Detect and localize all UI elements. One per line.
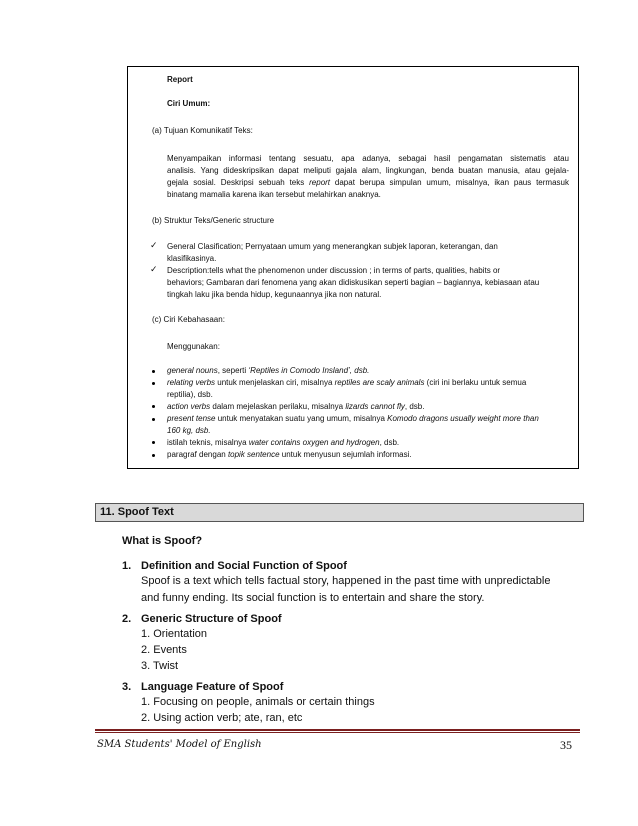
item-3-line-1: 1. Focusing on people, animals or certain things bbox=[141, 696, 375, 708]
question-heading: What is Spoof? bbox=[122, 535, 203, 547]
section-a-line-4: binatang mamalia karena ikan tersebut melahirkan anaknya. bbox=[167, 190, 381, 199]
structure-item-2-line-1: Description:tells what the phenomenon under discussion ; in terms of parts, qualities, habits or bbox=[167, 266, 501, 275]
section-a-line-3: gejala sosial. Deskripsi sebuah teks report dapat berupa simpulan umum, misalnya, ikan paus termasuk bbox=[167, 178, 569, 187]
bullet-icon bbox=[152, 370, 155, 373]
item-1-line-2: and funny ending. Its social function is to entertain and share the story. bbox=[141, 592, 485, 604]
structure-item-1-line-1: General Clasification; Pernyataan umum yang menerangkan subjek laporan, keterangan, dan bbox=[167, 242, 498, 251]
section-heading-bar bbox=[95, 503, 584, 522]
item-2-line-2: 2. Events bbox=[141, 644, 187, 656]
section-a-label: (a) Tujuan Komunikatif Teks: bbox=[152, 126, 253, 135]
menggunakan-label: Menggunakan: bbox=[167, 342, 220, 351]
bullet-icon bbox=[152, 405, 155, 408]
bullet-icon bbox=[152, 382, 155, 385]
item-3-title: Language Feature of Spoof bbox=[141, 681, 284, 693]
bullet-5: istilah teknis, misalnya water contains oxygen and hydrogen, dsb. bbox=[167, 438, 400, 447]
report-title: Report bbox=[167, 75, 193, 84]
checkmark-icon: ✓ bbox=[150, 240, 158, 250]
section-b-label: (b) Struktur Teks/Generic structure bbox=[152, 216, 275, 225]
item-1-line-1: Spoof is a text which tells factual story, happened in the past time with unpredictable bbox=[141, 575, 551, 587]
section-a-line-1: Menyampaikan informasi tentang sesuatu, apa adanya, sebagai hasil pengamatan sistematis atau bbox=[167, 154, 569, 163]
bullet-3: action verbs dalam mejelaskan perilaku, misalnya lizards cannot fly, dsb. bbox=[167, 402, 425, 411]
item-2-line-1: 1. Orientation bbox=[141, 628, 208, 640]
bullet-4: present tense untuk menyatakan suatu yang umum, misalnya Komodo dragons usually weight more than bbox=[167, 414, 539, 423]
bullet-2: relating verbs untuk menjelaskan ciri, misalnya reptiles are scaly animals (ciri ini berlaku untuk semua bbox=[167, 378, 527, 387]
item-1-number: 1. bbox=[122, 560, 132, 572]
item-2-number: 2. bbox=[122, 613, 132, 625]
item-1-title: Definition and Social Function of Spoof bbox=[141, 560, 347, 572]
item-2-title: Generic Structure of Spoof bbox=[141, 613, 282, 625]
section-c-label: (c) Ciri Kebahasaan: bbox=[152, 315, 225, 324]
ciri-umum-heading: Ciri Umum: bbox=[167, 99, 211, 108]
footer-rule-thin bbox=[95, 732, 580, 733]
section-a-line-2: analisis. Yang dideskripsikan dapat meliputi gajala alam, lingkungan, benda buatan manusia, atau gejala- bbox=[167, 166, 569, 175]
bullet-2-cont: reptilia), dsb. bbox=[167, 390, 213, 399]
page-number: 35 bbox=[560, 738, 572, 752]
item-2-line-3: 3. Twist bbox=[141, 660, 179, 672]
item-3-line-2: 2. Using action verb; ate, ran, etc bbox=[141, 712, 303, 724]
bullet-4-cont: 160 kg, dsb. bbox=[167, 426, 211, 435]
structure-item-1-line-2: klasifikasinya. bbox=[167, 254, 217, 263]
structure-item-2-line-2: behaviors; Gambaran dari fenomena yang akan didiskusikan seperti bagian – bagiannya, kebiasaan atau bbox=[167, 278, 540, 287]
section-heading: 11. Spoof Text bbox=[100, 506, 174, 518]
structure-item-2-line-3: tingkah laku jika benda hidup, kegunaannya jika non natural. bbox=[167, 290, 382, 299]
bullet-icon bbox=[152, 418, 155, 421]
footer-rule bbox=[95, 729, 580, 731]
item-3-number: 3. bbox=[122, 681, 132, 693]
bullet-6: paragraf dengan topik sentence untuk menyusun sejumlah informasi. bbox=[167, 450, 412, 459]
bullet-1: general nouns, seperti ‘Reptiles in Comodo Insland’, dsb. bbox=[167, 366, 370, 375]
checkmark-icon: ✓ bbox=[150, 264, 158, 274]
footer-title: SMA Students' Model of English bbox=[97, 739, 262, 750]
bullet-icon bbox=[152, 441, 155, 444]
bullet-icon bbox=[152, 454, 155, 457]
